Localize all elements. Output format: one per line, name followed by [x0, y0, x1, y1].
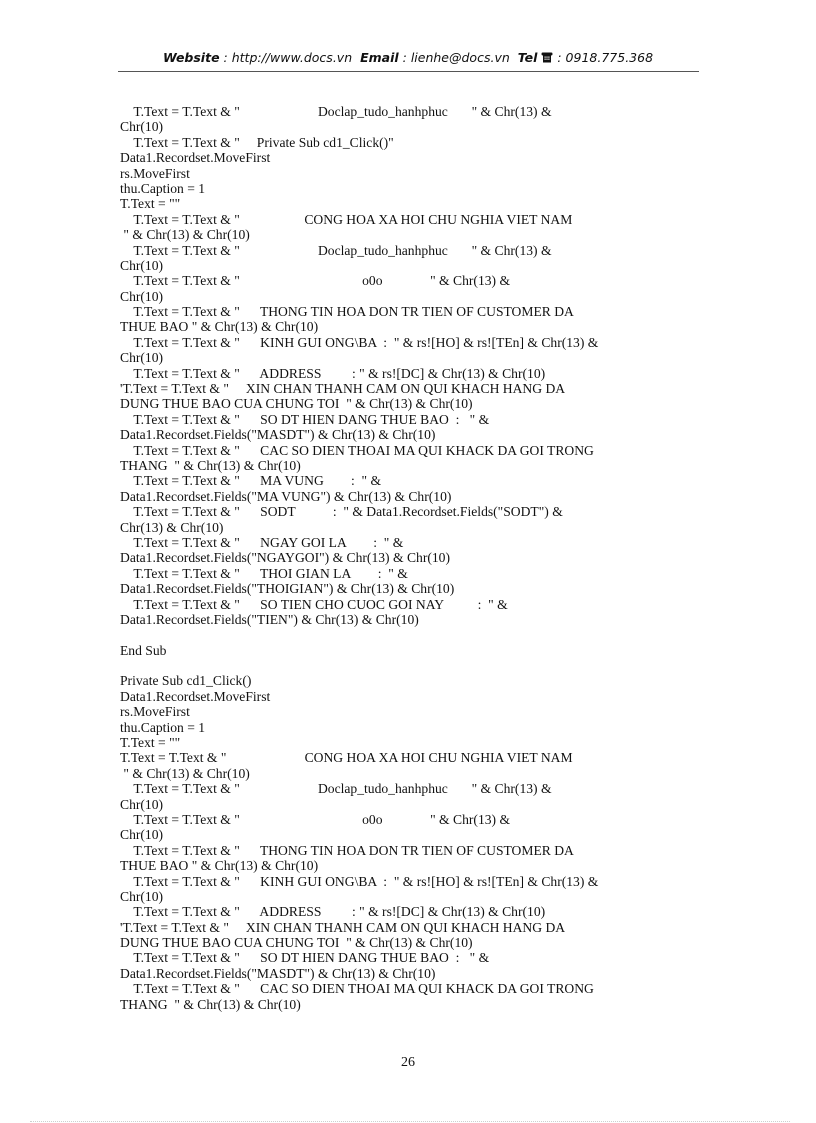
code-line: T.Text = T.Text & " o0o " & Chr(13) &: [120, 811, 511, 827]
code-line: DUNG THUE BAO CUA CHUNG TOI " & Chr(13) & Chr(10): [120, 935, 473, 951]
code-line: T.Text = T.Text & " SO DT HIEN DANG THUE BAO : " &: [120, 411, 490, 427]
header-divider: [118, 71, 699, 72]
code-line: thu.Caption = 1: [120, 719, 206, 735]
code-line: T.Text = T.Text & " CONG HOA XA HOI CHU NGHIA VIET NAM: [120, 211, 573, 227]
code-line: T.Text = T.Text & " CAC SO DIEN THOAI MA QUI KHACK DA GOI TRONG: [120, 442, 594, 458]
code-line: Chr(10): [120, 827, 164, 843]
code-line: T.Text = T.Text & " SO TIEN CHO CUOC GOI NAY : " &: [120, 596, 508, 612]
end-sub-line: End Sub: [120, 642, 167, 658]
code-line: Chr(10): [120, 119, 164, 135]
code-line: T.Text = T.Text & " THONG TIN HOA DON TR TIEN OF CUSTOMER DA: [120, 842, 574, 858]
page-header: [118, 50, 698, 65]
phone-icon: [541, 50, 557, 65]
code-line: DUNG THUE BAO CUA CHUNG TOI " & Chr(13) & Chr(10): [120, 396, 473, 412]
code-line: Data1.Recordset.Fields("MASDT") & Chr(13) & Chr(10): [120, 965, 436, 981]
code-line: T.Text = T.Text & " NGAY GOI LA : " &: [120, 534, 404, 550]
code-line: Chr(10): [120, 288, 164, 304]
code-listing: [120, 104, 700, 1012]
code-line: Chr(10): [120, 796, 164, 812]
code-line: T.Text = T.Text & " o0o " & Chr(13) &: [120, 273, 511, 289]
email-address: : lienhe@docs.vn: [402, 50, 510, 65]
code-line: Data1.Recordset.Fields("MASDT") & Chr(13) & Chr(10): [120, 427, 436, 443]
code-line: T.Text = T.Text & " THOI GIAN LA : " &: [120, 565, 408, 581]
code-line: THANG " & Chr(13) & Chr(10): [120, 996, 301, 1012]
code-line: T.Text = "": [120, 735, 181, 751]
code-block-2: [120, 673, 700, 1012]
website-url: : http://www.docs.vn: [223, 50, 353, 65]
code-line: THUE BAO " & Chr(13) & Chr(10): [120, 319, 319, 335]
code-line: Data1.Recordset.Fields("MA VUNG") & Chr(13) & Chr(10): [120, 488, 452, 504]
code-line: T.Text = T.Text & " Doclap_tudo_hanhphuc " & Chr(13) &: [120, 104, 552, 119]
code-line: Chr(10): [120, 257, 164, 273]
phone-number: : 0918.775.368: [557, 50, 654, 65]
code-line: T.Text = T.Text & " THONG TIN HOA DON TR TIEN OF CUSTOMER DA: [120, 304, 574, 320]
code-line: Private Sub cd1_Click(): [120, 673, 252, 689]
code-line: T.Text = T.Text & " ADDRESS : " & rs![DC] & Chr(13) & Chr(10): [120, 904, 546, 920]
code-line: rs.MoveFirst: [120, 704, 190, 720]
code-line: Data1.Recordset.Fields("TIEN") & Chr(13) & Chr(10): [120, 611, 419, 627]
code-line: rs.MoveFirst: [120, 165, 190, 181]
tel-label: Tel: [517, 50, 538, 65]
email-label: Email: [360, 50, 399, 65]
code-line: THANG " & Chr(13) & Chr(10): [120, 457, 301, 473]
code-line: Data1.Recordset.Fields("NGAYGOI") & Chr(13) & Chr(10): [120, 550, 450, 566]
code-line: thu.Caption = 1: [120, 180, 206, 196]
code-line: 'T.Text = T.Text & " XIN CHAN THANH CAM ON QUI KHACH HANG DA: [120, 381, 566, 397]
code-line: Chr(10): [120, 350, 164, 366]
code-line: T.Text = T.Text & " ADDRESS : " & rs![DC] & Chr(13) & Chr(10): [120, 365, 546, 381]
code-line: 'T.Text = T.Text & " XIN CHAN THANH CAM ON QUI KHACH HANG DA: [120, 919, 566, 935]
code-line: T.Text = T.Text & " Doclap_tudo_hanhphuc " & Chr(13) &: [120, 781, 552, 797]
code-line: Chr(13) & Chr(10): [120, 519, 224, 535]
website-label: Website: [162, 50, 220, 65]
page-number: 26: [401, 1055, 415, 1070]
code-line: " & Chr(13) & Chr(10): [120, 227, 250, 243]
code-line: T.Text = "": [120, 196, 181, 212]
code-line: T.Text = T.Text & " KINH GUI ONG\BA : " & rs![HO] & rs![TEn] & Chr(13) &: [120, 334, 599, 350]
code-line: Data1.Recordset.MoveFirst: [120, 688, 271, 704]
code-line: Chr(10): [120, 888, 164, 904]
code-line: T.Text = T.Text & " MA VUNG : " &: [120, 473, 382, 489]
code-line: T.Text = T.Text & " Private Sub cd1_Click()": [120, 134, 394, 150]
code-line: T.Text = T.Text & " Doclap_tudo_hanhphuc " & Chr(13) &: [120, 242, 552, 258]
code-line: T.Text = T.Text & " CONG HOA XA HOI CHU NGHIA VIET NAM: [120, 750, 573, 766]
code-block-1: [120, 104, 700, 627]
code-line: T.Text = T.Text & " SODT : " & Data1.Recordset.Fields("SODT") &: [120, 504, 563, 520]
code-line: THUE BAO " & Chr(13) & Chr(10): [120, 858, 319, 874]
code-line: " & Chr(13) & Chr(10): [120, 765, 250, 781]
code-line: Data1.Recordset.MoveFirst: [120, 150, 271, 166]
blank-line: [120, 627, 700, 642]
blank-line: [120, 658, 700, 673]
code-line: T.Text = T.Text & " CAC SO DIEN THOAI MA QUI KHACK DA GOI TRONG: [120, 981, 594, 997]
page-bottom-edge: [30, 1121, 790, 1122]
code-line: T.Text = T.Text & " SO DT HIEN DANG THUE BAO : " &: [120, 950, 490, 966]
code-line: T.Text = T.Text & " KINH GUI ONG\BA : " & rs![HO] & rs![TEn] & Chr(13) &: [120, 873, 599, 889]
code-line: Data1.Recordset.Fields("THOIGIAN") & Chr(13) & Chr(10): [120, 581, 455, 597]
